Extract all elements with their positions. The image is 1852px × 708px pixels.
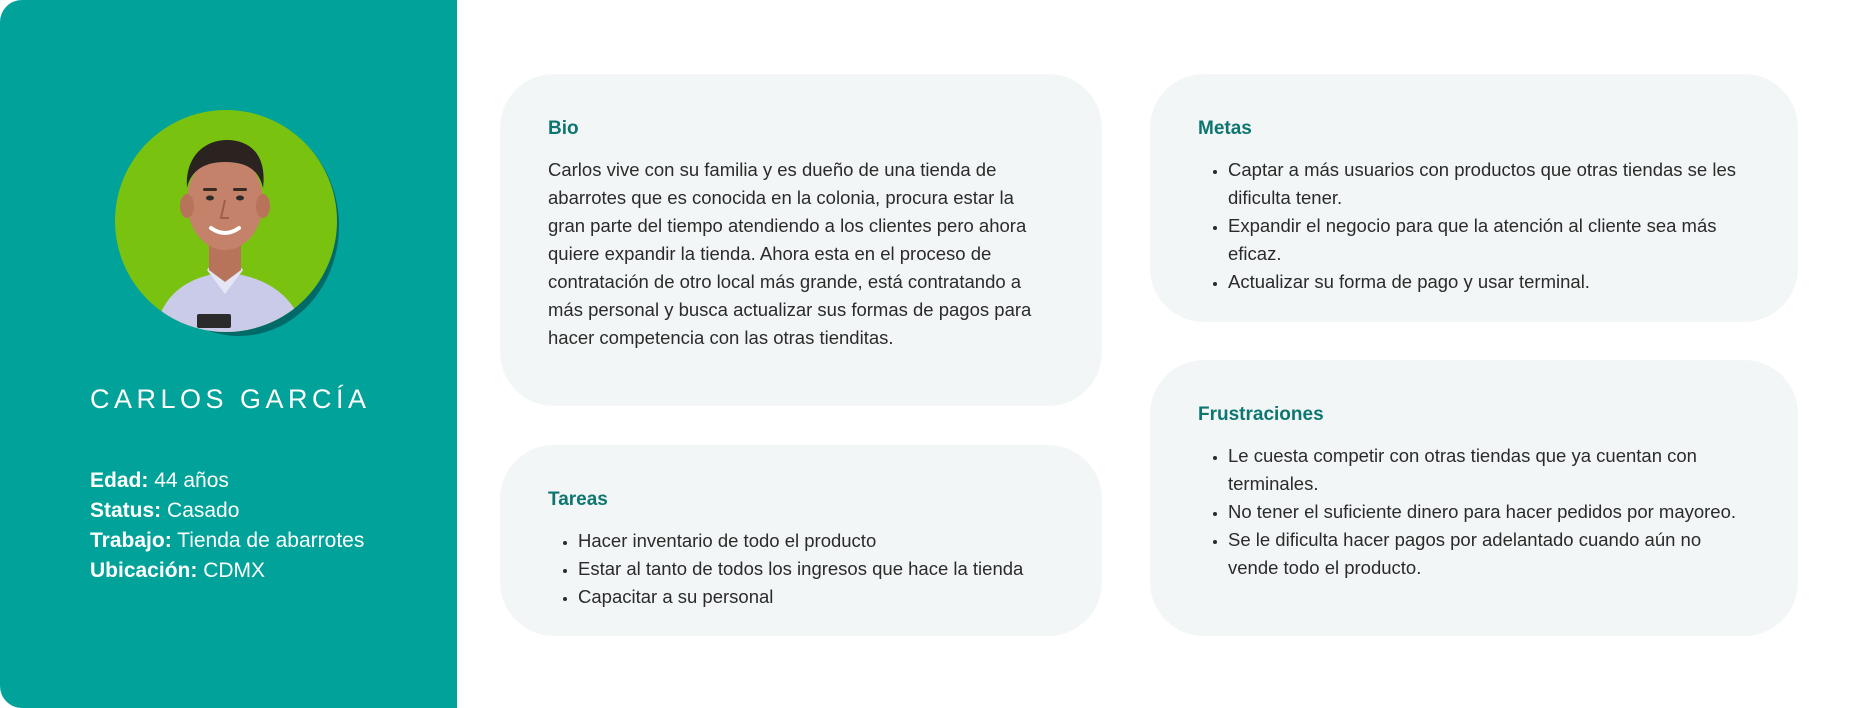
fact-value: CDMX: [203, 559, 266, 582]
fact-status: [90, 496, 364, 526]
avatar-photo: [115, 110, 337, 332]
fact-age: [90, 466, 364, 496]
goals-list: [1198, 156, 1750, 296]
person-illustration: [115, 110, 337, 332]
bio-card: [500, 74, 1102, 406]
list-item: • No tener el suficiente dinero para hacer pedidos por mayoreo.: [1228, 498, 1750, 526]
tasks-list: [548, 527, 1054, 611]
persona-facts: [90, 466, 364, 586]
fact-label: Edad:: [90, 469, 149, 492]
list-item: • Se le dificulta hacer pagos por adelantado cuando aún no vende todo el producto.: [1228, 526, 1750, 582]
fact-job: [90, 526, 364, 556]
goals-title: Metas: [1198, 118, 1252, 139]
list-item: • Actualizar su forma de pago y usar terminal.: [1228, 268, 1750, 296]
fact-label: Ubicación:: [90, 559, 198, 582]
list-item: • Estar al tanto de todos los ingresos que hace la tienda: [578, 555, 1054, 583]
list-item: • Hacer inventario de todo el producto: [578, 527, 1054, 555]
tasks-card: [500, 445, 1102, 636]
list-item: • Le cuesta competir con otras tiendas que ya cuentan con terminales.: [1228, 442, 1750, 498]
fact-location: [90, 556, 364, 586]
fact-label: Status:: [90, 499, 162, 522]
frustrations-title: Frustraciones: [1198, 404, 1324, 425]
fact-value: 44 años: [154, 469, 229, 492]
list-item: • Captar a más usuarios con productos que otras tiendas se les dificulta tener.: [1228, 156, 1750, 212]
persona-sidebar: [0, 0, 457, 708]
tasks-title: Tareas: [548, 489, 608, 510]
frustrations-card: [1150, 360, 1798, 636]
bio-title: Bio: [548, 118, 579, 139]
fact-label: Trabajo:: [90, 529, 172, 552]
list-item: • Capacitar a su personal: [578, 583, 1054, 611]
persona-name: CARLOS GARCÍA: [90, 384, 371, 414]
avatar: [115, 108, 345, 338]
goals-card: [1150, 74, 1798, 322]
fact-value: Tienda de abarrotes: [177, 529, 365, 552]
bio-text: Carlos vive con su familia y es dueño de una tienda de abarrotes que es conocida en la colonia, procura estar la gran parte del tiempo atendiendo a los clientes pero ahora quiere expandir la tienda. Ahora esta en el proceso de contratación de otro local más grande, está contratando a más personal y busca actualizar sus formas de pagos para hacer competencia con las otras tienditas.: [548, 159, 1032, 348]
fact-value: Casado: [167, 499, 240, 522]
frustrations-list: [1198, 442, 1750, 582]
list-item: • Expandir el negocio para que la atención al cliente sea más eficaz.: [1228, 212, 1750, 268]
